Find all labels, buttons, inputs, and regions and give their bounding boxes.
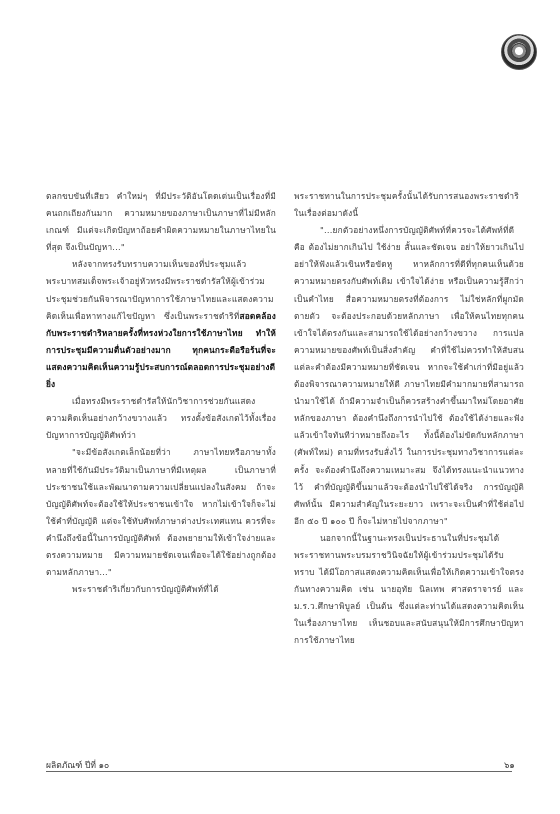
left-paragraph-2-bold: สอดคล้องกับพระราชดำริหลายครั้งที่ทรงห่วงใยการใช้ภาษาไทย ทำให้การประชุมมีความตื่นตัวอย่างมาก ทุกคนกระตือรือร้นที่จะแสดงความคิดเห็นความรู้ประสบการณ์ตลอดการประชุมอย่างดียิ่ง: [46, 310, 276, 390]
left-paragraph-2-text: หลังจากทรงรับทราบความเห็นของที่ประชุมแล้ว พระบาทสมเด็จพระเจ้าอยู่หัวทรงมีพระราชดำรัสให้ผู้เข้าร่วมประชุมช่วยกันพิจารณาปัญหาการใช้ภาษาไทยและแสดงความคิดเห็นเพื่อหาทางแก้ไขปัญหา ซึ่งเป็นพระราชดำริที่: [46, 259, 274, 321]
footer-publication: ผลิตภัณฑ์ ปีที่ ๑๐: [46, 761, 110, 771]
right-column: [294, 188, 524, 650]
left-column: [46, 188, 276, 598]
emblem-logo-icon: [501, 34, 537, 70]
emblem-center: [511, 43, 527, 59]
right-paragraph-2: "...ยกตัวอย่างหนึ่งการบัญญัติศัพท์ที่ควรจะได้ศัพท์ที่ดีคือ ต้องไม่ยากเกินไป ใช้ง่าย สั้นและชัดเจน อย่าให้ยาวเกินไป อย่าให้ฟังแล้วเขินหรือขัดหู หาหลักการที่ดีที่ทุกคนเห็นด้วย ความหมายตรงกับศัพท์เดิม เข้าใจได้ง่าย หรือเป็นความรู้สึกว่าเป็นคำไทย สื่อความหมายตรงที่ต้องการ ไม่ใช่หลักที่ผูกมัดตายตัว จะต้องประกอบด้วยหลักภาษา เพื่อให้คนไทยทุกคนเข้าใจได้ตรงกันและสามารถใช้ได้อย่างกว้างขวาง การแปลความหมายของศัพท์เป็นสิ่งสำคัญ คำที่ใช้ไม่ควรทำให้สับสน แต่ละคำต้องมีความหมายที่ชัดเจน หากจะใช้คำเก่าที่มีอยู่แล้วต้องพิจารณาความหมายให้ดี ภาษาไทยมีคำมากมายที่สามารถนำมาใช้ได้ ถ้ามีความจำเป็นก็ควรสร้างคำขึ้นมาใหม่โดยอาศัยหลักของภาษา ต้องคำนึงถึงการนำไปใช้ ต้องใช้ได้ง่ายและฟังแล้วเข้าใจทันทีว่าหมายถึงอะไร ทั้งนี้ต้องไม่ขัดกับหลักภาษา (ศัพท์ใหม่) ตามที่ทรงรับสั่งไว้ ในการประชุมทางวิชาการแต่ละครั้ง จะต้องคำนึงถึงความเหมาะสม จึงได้ทรงแนะนำแนวทางไว้ คำที่บัญญัติขึ้นมาแล้วจะต้องนำไปใช้ได้จริง การบัญญัติศัพท์นั้น มีความสำคัญในระยะยาว เพราะจะเป็นคำที่ใช้ต่อไปอีก ๕๐ ปี ๑๐๐ ปี ก็จะไม่หายไปจากภาษา": [294, 225, 524, 526]
left-paragraph-4: "จะมีข้อสังเกตเล็กน้อยที่ว่า ภาษาไทยหรือภาษาทั้งหลายที่ใช้กันมีประวัติมาเป็นภาษาที่มีเหตุผล เป็นภาษาที่ประชาชนใช้และพัฒนาตามความเปลี่ยนแปลงในสังคม ถ้าจะบัญญัติศัพท์จะต้องใช้ให้ประชาชนเข้าใจ หากไม่เข้าใจก็จะไม่ใช้คำที่บัญญัติ แต่จะใช้ทับศัพท์ภาษาต่างประเทศแทน ควรที่จะคำนึงถึงข้อนี้ในการบัญญัติศัพท์ ต้องพยายามให้เข้าใจง่ายและตรงความหมาย มีความหมายชัดเจนเพื่อจะได้ใช้อย่างถูกต้องตามหลักภาษา...": [46, 447, 276, 578]
right-paragraph-3: นอกจากนี้ในฐานะทรงเป็นประธานในที่ประชุมได้พระราชทานพระบรมราชวินิจฉัยให้ผู้เข้าร่วมประชุมได้รับทราบ ได้มีโอกาสแสดงความคิดเห็นเพื่อให้เกิดความเข้าใจตรงกันทางความคิด เช่น นายอุทัย นิลเทพ ศาสตราจารย์ และ ม.ร.ว.ศึกษาพิบูลย์ เป็นต้น ซึ่งแต่ละท่านได้แสดงความคิดเห็นในเรื่องภาษาไทย เห็นชอบและสนับสนุนให้มีการศึกษาปัญหาการใช้ภาษาไทย: [294, 532, 524, 646]
left-paragraph-5: พระราชดำริเกี่ยวกับการบัญญัติศัพท์ที่ได้: [72, 584, 219, 595]
footer-divider: [46, 771, 512, 772]
page-number: ๖๑: [504, 761, 515, 771]
left-paragraph-2: [46, 256, 276, 393]
right-paragraph-1: พระราชทานในการประชุมครั้งนั้นได้รับการสนองพระราชดำริ ในเรื่องต่อมาดังนี้: [294, 191, 519, 219]
left-paragraph-3: เมื่อทรงมีพระราชดำรัสให้นักวิชาการช่วยกันแสดงความคิดเห็นอย่างกว้างขวางแล้ว ทรงตั้งข้อสังเกตไว้ทั้งเรื่องปัญหาการบัญญัติศัพท์ว่า: [46, 396, 276, 441]
left-paragraph-1: ตลกขบขันที่เสียว คำใหม่ๆ ที่มีประวัติอันโดดเด่นเป็นเรื่องที่มีคนถกเถียงกันมาก ความหมายของภาษาเป็นภาษาที่ไม่มีหลักเกณฑ์ มีแต่จะเกิดปัญหาถ้อยคำผิดความหมายในภาษาไทยในที่สุด จึงเป็นปัญหา...": [46, 191, 276, 253]
